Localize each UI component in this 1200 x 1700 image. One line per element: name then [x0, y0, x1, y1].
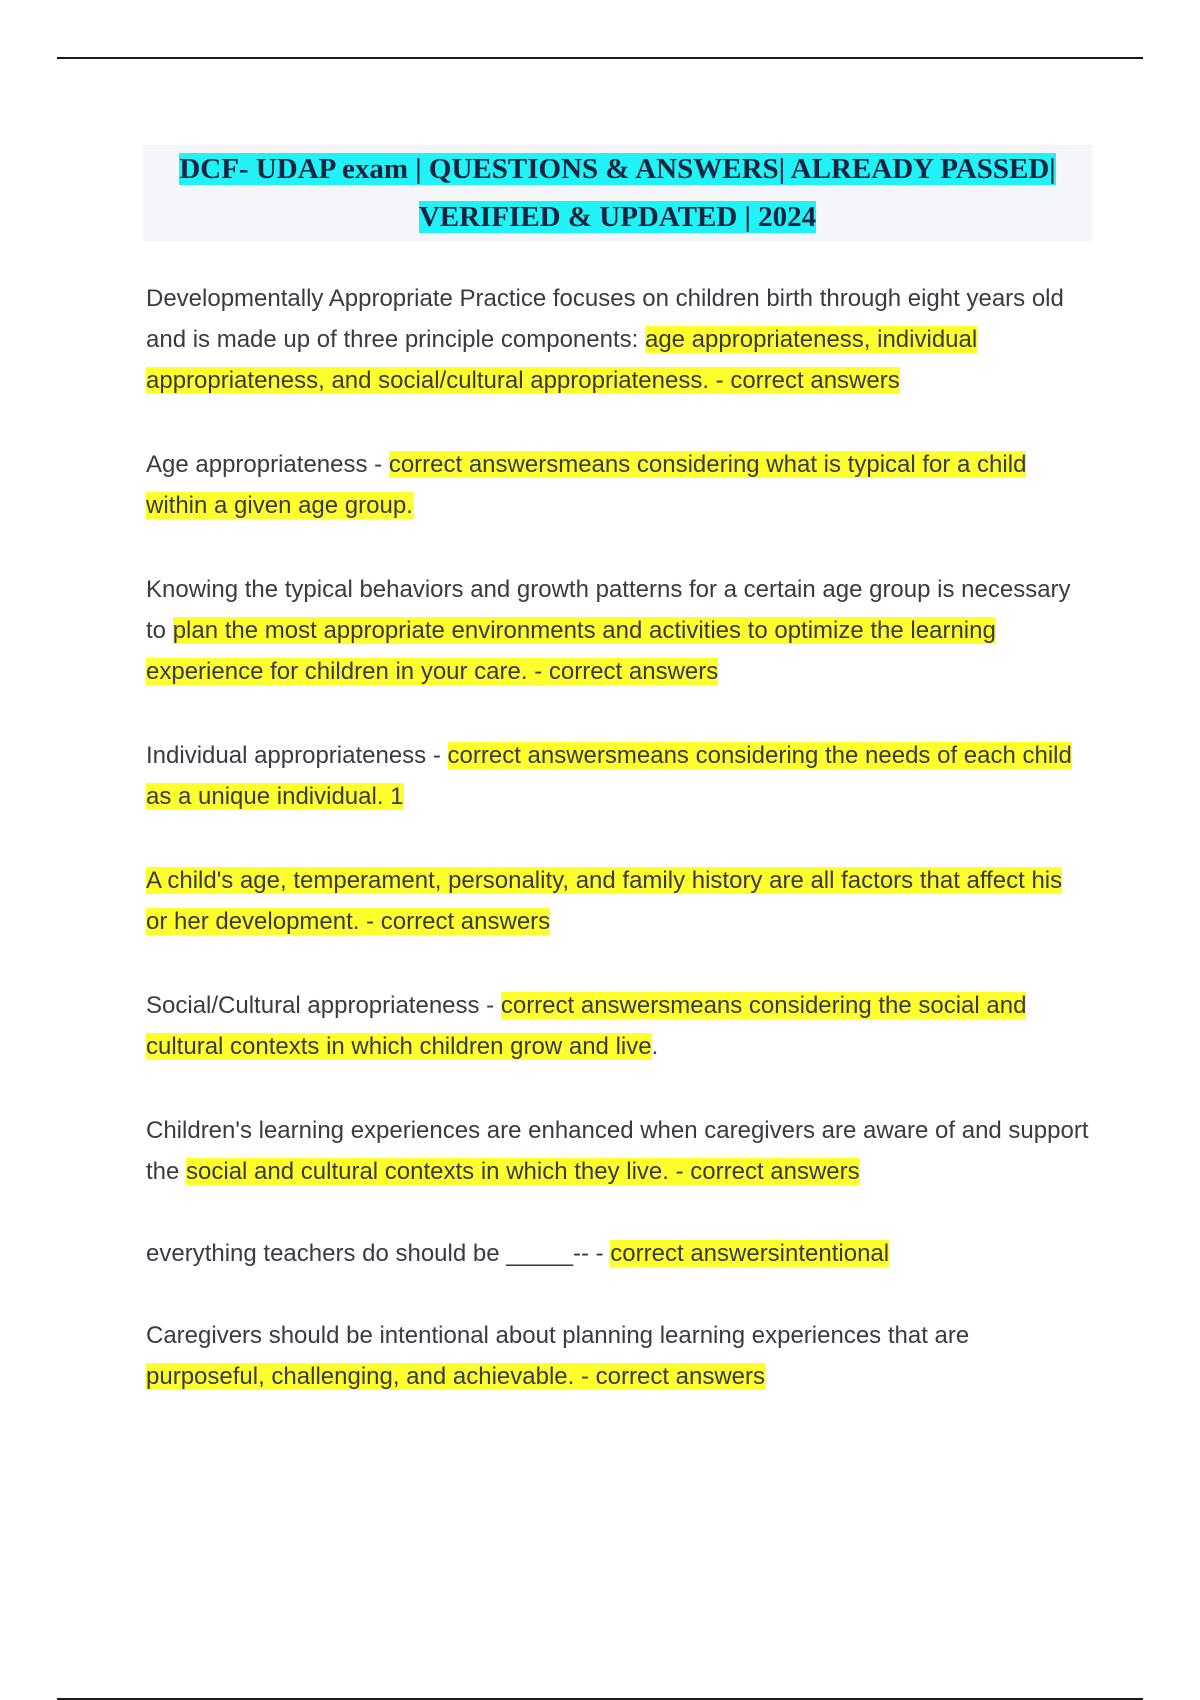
qa-item-caregivers-planning: [146, 1315, 1090, 1397]
qa-content: [146, 278, 1090, 1397]
qa-item-learning-experiences: [146, 1110, 1090, 1192]
question-text: Age appropriateness -: [146, 451, 389, 478]
answer-highlight: correct answersmeans considering the social and cultural contexts in which children grow and live: [146, 992, 1027, 1060]
question-text: Individual appropriateness -: [146, 742, 448, 769]
answer-highlight: age appropriateness, individual appropriateness, and social/cultural appropriateness. - correct answers: [146, 326, 978, 394]
question-text: Children's learning experiences are enhanced when caregivers are aware of and support the: [146, 1117, 1089, 1185]
page-top-rule: [57, 57, 1143, 59]
answer-highlight: social and cultural contexts in which they live. - correct answers: [186, 1158, 860, 1185]
answer-highlight: correct answersmeans considering what is typical for a child within a given age group.: [146, 451, 1027, 519]
question-text: everything teachers do should be _____-- -: [146, 1240, 611, 1267]
answer-highlight: correct answersintentional: [610, 1240, 890, 1267]
qa-item-typical-behaviors: [146, 569, 1090, 692]
question-text: Social/Cultural appropriateness -: [146, 992, 501, 1019]
answer-highlight: correct answersmeans considering the needs of each child as a unique individual. 1: [146, 742, 1072, 810]
qa-item-child-factors: [146, 860, 1090, 942]
question-text: Knowing the typical behaviors and growth patterns for a certain age group is necessary to: [146, 576, 1071, 644]
answer-highlight: A child's age, temperament, personality, and family history are all factors that affect his or her development. - correct answers: [146, 867, 1063, 935]
question-text: Developmentally Appropriate Practice focuses on children birth through eight years old and is made up of three principle components:: [146, 285, 1064, 353]
trailing-text: .: [651, 1033, 659, 1060]
answer-highlight: purposeful, challenging, and achievable. - correct answers: [146, 1363, 766, 1390]
answer-highlight: plan the most appropriate environments and activities to optimize the learning experience for children in your care. - correct answers: [146, 617, 996, 685]
document-title: [143, 145, 1092, 241]
qa-item-social-cultural: [146, 985, 1090, 1067]
title-line-2: VERIFIED & UPDATED | 2024: [418, 201, 817, 233]
question-text: Caregivers should be intentional about planning learning experiences that are: [146, 1322, 970, 1349]
qa-item-dap: [146, 278, 1090, 401]
qa-item-intentional: [146, 1233, 1090, 1274]
qa-item-individual-appropriateness: [146, 735, 1090, 817]
qa-item-age-appropriateness: [146, 444, 1090, 526]
title-line-1: DCF- UDAP exam | QUESTIONS & ANSWERS| ALREADY PASSED|: [179, 153, 1056, 185]
